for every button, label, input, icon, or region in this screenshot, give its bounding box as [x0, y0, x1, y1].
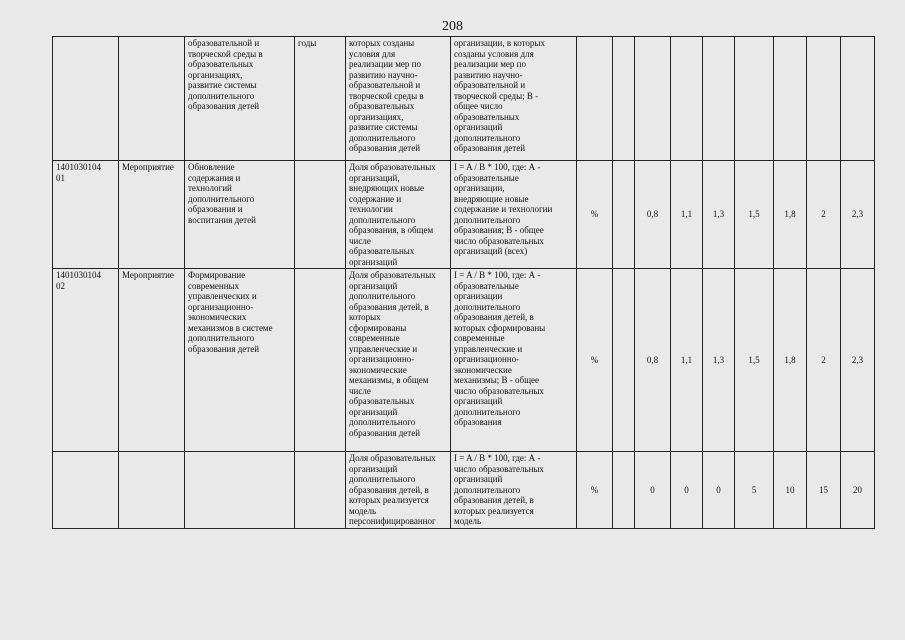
- row-period-cell: [295, 161, 346, 269]
- row-type-cell: [119, 452, 185, 529]
- row-value-cell: [841, 37, 875, 161]
- row-value-cell: 1,8: [774, 269, 807, 452]
- row-code-cell: [53, 452, 119, 529]
- row-unit-cell: [577, 37, 613, 161]
- row-code-cell: 1401030104 02: [53, 269, 119, 452]
- row-value-cell: 15: [807, 452, 841, 529]
- table-row: [53, 161, 875, 269]
- row-formula-cell: I = A / B * 100, где: А - образовательные организации, внедряющие новые содержание и технологии дополнительного образования; В - общее число образовательных организаций (всех): [451, 161, 577, 269]
- row-formula-cell: организации, в которых созданы условия для реализации мер по развитию научно- образовательной и творческой среды; В - общее число образовательных организаций дополнительного образования детей: [451, 37, 577, 161]
- row-name-cell: образовательной и творческой среды в образовательных организациях, развитие системы дополнительного образования детей: [185, 37, 295, 161]
- row-value-cell: 1,5: [735, 161, 774, 269]
- row-value-cell: [703, 37, 735, 161]
- row-value-cell: 2: [807, 161, 841, 269]
- row-period-cell: [295, 269, 346, 452]
- row-value-cell: 2,3: [841, 161, 875, 269]
- row-value-cell: 0,8: [635, 269, 671, 452]
- row-value-cell: 5: [735, 452, 774, 529]
- row-value-cell: [613, 161, 635, 269]
- table-row: [53, 37, 875, 161]
- row-formula-cell: I = A / B * 100, где: А - число образовательных организаций дополнительного образования детей, в которых реализуется модель: [451, 452, 577, 529]
- row-value-cell: [671, 37, 703, 161]
- row-value-cell: 2: [807, 269, 841, 452]
- row-indicator-cell: Доля образовательных организаций дополнительного образования детей, в которых реализуется модель персонифицированног: [346, 452, 451, 529]
- row-value-cell: 0: [671, 452, 703, 529]
- row-value-cell: 1,8: [774, 161, 807, 269]
- row-indicator-cell: Доля образовательных организаций, внедряющих новые содержание и технологии дополнительного образования, в общем числе образовательных организаций: [346, 161, 451, 269]
- row-value-cell: 1,3: [703, 269, 735, 452]
- row-type-cell: [119, 37, 185, 161]
- row-unit-cell: %: [577, 269, 613, 452]
- row-value-cell: 1,5: [735, 269, 774, 452]
- row-period-cell: годы: [295, 37, 346, 161]
- row-value-cell: 0,8: [635, 161, 671, 269]
- row-code-cell: 1401030104 01: [53, 161, 119, 269]
- row-code-cell: [53, 37, 119, 161]
- row-value-cell: 1,1: [671, 161, 703, 269]
- row-period-cell: [295, 452, 346, 529]
- row-formula-cell: I = A / B * 100, где: А - образовательные организации дополнительного образования детей, в которых сформированы современные управленческие и организационно- экономические механизмы; В - общее число образовательных организаций дополнительного образования: [451, 269, 577, 452]
- row-value-cell: [807, 37, 841, 161]
- row-name-cell: Формирование современных управленческих и организационно- экономических механизмов в системе дополнительного образования детей: [185, 269, 295, 452]
- row-value-cell: [635, 37, 671, 161]
- row-value-cell: 20: [841, 452, 875, 529]
- row-value-cell: [613, 269, 635, 452]
- row-value-cell: [774, 37, 807, 161]
- row-value-cell: [613, 37, 635, 161]
- row-value-cell: 1,1: [671, 269, 703, 452]
- row-value-cell: [613, 452, 635, 529]
- program-indicators-table: [52, 36, 875, 529]
- row-value-cell: 10: [774, 452, 807, 529]
- row-name-cell: [185, 452, 295, 529]
- row-value-cell: 0: [635, 452, 671, 529]
- row-unit-cell: %: [577, 452, 613, 529]
- row-value-cell: [735, 37, 774, 161]
- row-value-cell: 0: [703, 452, 735, 529]
- row-value-cell: 1,3: [703, 161, 735, 269]
- row-type-cell: Мероприятие: [119, 269, 185, 452]
- row-indicator-cell: Доля образовательных организаций дополнительного образования детей, в которых сформированы современные управленческие и организационно- экономические механизмы, в общем числе образовательных организаций дополнительного образования детей: [346, 269, 451, 452]
- row-indicator-cell: которых созданы условия для реализации мер по развитию научно- образовательной и творческой среды в образовательных организациях, развитие системы дополнительного образования детей: [346, 37, 451, 161]
- table-row: [53, 452, 875, 529]
- row-unit-cell: %: [577, 161, 613, 269]
- row-name-cell: Обновление содержания и технологий дополнительного образования и воспитания детей: [185, 161, 295, 269]
- row-value-cell: 2,3: [841, 269, 875, 452]
- row-type-cell: Мероприятие: [119, 161, 185, 269]
- table-row: [53, 269, 875, 452]
- page-number: 208: [442, 19, 463, 34]
